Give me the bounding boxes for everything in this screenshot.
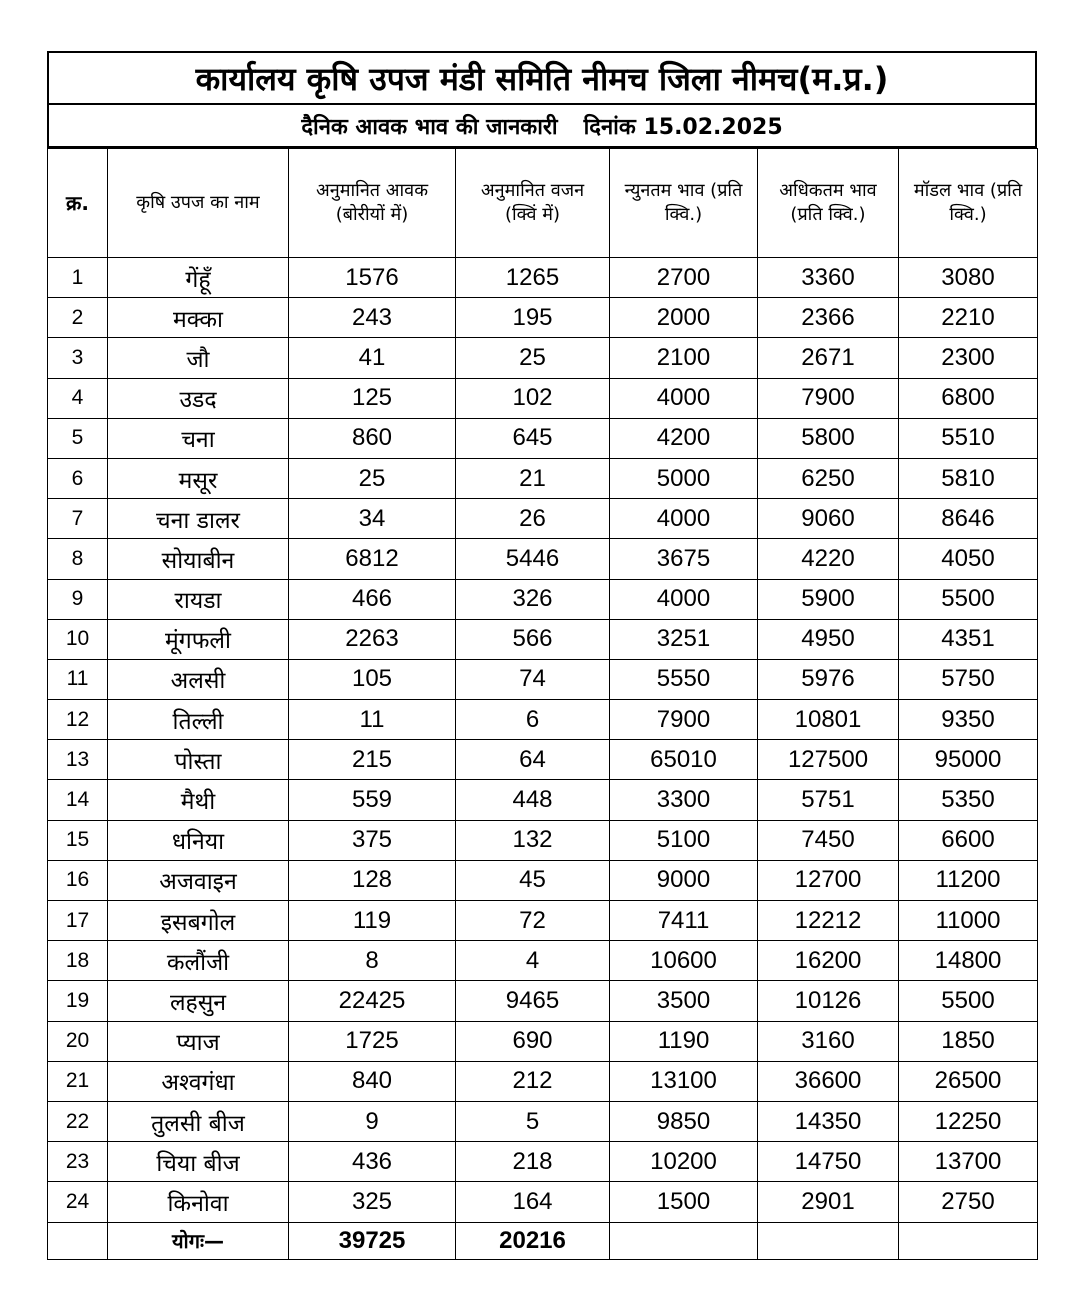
header-modal-price: मॉडल भाव (प्रति क्वि.) [899, 149, 1038, 258]
header-arrival-bags: अनुमानित आवक (बोरीयों में) [289, 149, 456, 258]
cell-max-price: 5900 [758, 579, 899, 619]
table-row [48, 941, 1038, 981]
table-row [48, 619, 1038, 659]
cell-arrival-bags: 860 [289, 418, 456, 458]
table-row [48, 1101, 1038, 1141]
table-row [48, 740, 1038, 780]
cell-modal-price: 14800 [899, 941, 1038, 981]
cell-modal-price: 26500 [899, 1061, 1038, 1101]
cell-max-price: 3160 [758, 1021, 899, 1061]
table-row [48, 659, 1038, 699]
cell-name: अलसी [108, 659, 289, 699]
cell-min-price: 7411 [610, 901, 758, 941]
table-row [48, 780, 1038, 820]
cell-weight: 72 [456, 901, 610, 941]
cell-arrival-bags: 11 [289, 700, 456, 740]
cell-name: लहसुन [108, 981, 289, 1021]
table-row [48, 579, 1038, 619]
cell-arrival-bags: 119 [289, 901, 456, 941]
cell-min-price: 4000 [610, 378, 758, 418]
header-sno: क्र. [48, 149, 108, 258]
cell-weight: 645 [456, 418, 610, 458]
table-row [48, 1182, 1038, 1222]
cell-weight: 212 [456, 1061, 610, 1101]
cell-arrival-bags: 466 [289, 579, 456, 619]
cell-sno: 14 [48, 780, 108, 820]
cell-modal-price: 5500 [899, 981, 1038, 1021]
cell-name: गेंहूँ [108, 258, 289, 298]
table-row [48, 338, 1038, 378]
report-subtitle [47, 105, 1037, 148]
cell-arrival-bags: 1576 [289, 258, 456, 298]
cell-weight: 566 [456, 619, 610, 659]
cell-modal-price: 5510 [899, 418, 1038, 458]
cell-name: तिल्ली [108, 700, 289, 740]
cell-weight: 5 [456, 1101, 610, 1141]
cell-sno: 3 [48, 338, 108, 378]
cell-arrival-bags: 25 [289, 458, 456, 498]
cell-sno: 2 [48, 298, 108, 338]
cell-name: किनोवा [108, 1182, 289, 1222]
cell-modal-price: 13700 [899, 1142, 1038, 1182]
cell-name: अजवाइन [108, 860, 289, 900]
cell-sno: 8 [48, 539, 108, 579]
table-row [48, 499, 1038, 539]
total-weight: 20216 [456, 1222, 610, 1259]
header-weight: अनुमानित वजन (क्विं में) [456, 149, 610, 258]
cell-min-price: 9000 [610, 860, 758, 900]
cell-max-price: 6250 [758, 458, 899, 498]
cell-weight: 1265 [456, 258, 610, 298]
cell-name: मैथी [108, 780, 289, 820]
cell-weight: 45 [456, 860, 610, 900]
cell-arrival-bags: 41 [289, 338, 456, 378]
cell-arrival-bags: 243 [289, 298, 456, 338]
cell-min-price: 5550 [610, 659, 758, 699]
total-arrival-bags: 39725 [289, 1222, 456, 1259]
total-empty-min [610, 1222, 758, 1259]
cell-weight: 690 [456, 1021, 610, 1061]
cell-min-price: 3251 [610, 619, 758, 659]
cell-sno: 7 [48, 499, 108, 539]
cell-arrival-bags: 436 [289, 1142, 456, 1182]
cell-min-price: 13100 [610, 1061, 758, 1101]
cell-sno: 21 [48, 1061, 108, 1101]
cell-weight: 5446 [456, 539, 610, 579]
cell-modal-price: 8646 [899, 499, 1038, 539]
cell-modal-price: 95000 [899, 740, 1038, 780]
cell-name: उडद [108, 378, 289, 418]
cell-name: पोस्ता [108, 740, 289, 780]
cell-min-price: 3500 [610, 981, 758, 1021]
cell-min-price: 3300 [610, 780, 758, 820]
cell-sno: 17 [48, 901, 108, 941]
cell-max-price: 16200 [758, 941, 899, 981]
price-table [47, 148, 1038, 1260]
cell-min-price: 5000 [610, 458, 758, 498]
cell-name: जौ [108, 338, 289, 378]
cell-sno: 19 [48, 981, 108, 1021]
total-empty-max [758, 1222, 899, 1259]
cell-arrival-bags: 128 [289, 860, 456, 900]
cell-max-price: 5976 [758, 659, 899, 699]
cell-sno: 10 [48, 619, 108, 659]
cell-max-price: 5751 [758, 780, 899, 820]
cell-sno: 23 [48, 1142, 108, 1182]
table-row [48, 298, 1038, 338]
cell-sno: 9 [48, 579, 108, 619]
cell-arrival-bags: 2263 [289, 619, 456, 659]
total-empty-modal [899, 1222, 1038, 1259]
table-row [48, 258, 1038, 298]
cell-modal-price: 4351 [899, 619, 1038, 659]
cell-name: धनिया [108, 820, 289, 860]
cell-min-price: 10600 [610, 941, 758, 981]
cell-modal-price: 5750 [899, 659, 1038, 699]
table-header-row [48, 149, 1038, 258]
cell-max-price: 36600 [758, 1061, 899, 1101]
cell-max-price: 127500 [758, 740, 899, 780]
cell-weight: 448 [456, 780, 610, 820]
cell-min-price: 9850 [610, 1101, 758, 1141]
date-prefix: दिनांक [583, 114, 636, 140]
cell-weight: 326 [456, 579, 610, 619]
cell-max-price: 4950 [758, 619, 899, 659]
cell-min-price: 4200 [610, 418, 758, 458]
cell-modal-price: 5810 [899, 458, 1038, 498]
total-label: योगः— [108, 1222, 289, 1259]
cell-min-price: 10200 [610, 1142, 758, 1182]
cell-weight: 26 [456, 499, 610, 539]
table-row [48, 418, 1038, 458]
cell-name: मक्का [108, 298, 289, 338]
cell-max-price: 14750 [758, 1142, 899, 1182]
cell-name: चिया बीज [108, 1142, 289, 1182]
cell-max-price: 2366 [758, 298, 899, 338]
cell-arrival-bags: 559 [289, 780, 456, 820]
table-row [48, 700, 1038, 740]
cell-modal-price: 12250 [899, 1101, 1038, 1141]
cell-arrival-bags: 105 [289, 659, 456, 699]
market-report-sheet [47, 51, 1037, 1260]
cell-sno: 20 [48, 1021, 108, 1061]
cell-modal-price: 9350 [899, 700, 1038, 740]
cell-name: प्याज [108, 1021, 289, 1061]
cell-weight: 164 [456, 1182, 610, 1222]
cell-min-price: 5100 [610, 820, 758, 860]
cell-name: मूंगफली [108, 619, 289, 659]
table-row [48, 1021, 1038, 1061]
table-row [48, 820, 1038, 860]
cell-arrival-bags: 325 [289, 1182, 456, 1222]
cell-min-price: 65010 [610, 740, 758, 780]
cell-sno: 22 [48, 1101, 108, 1141]
cell-max-price: 7900 [758, 378, 899, 418]
cell-sno: 12 [48, 700, 108, 740]
cell-weight: 9465 [456, 981, 610, 1021]
total-row [48, 1222, 1038, 1259]
cell-arrival-bags: 375 [289, 820, 456, 860]
cell-max-price: 9060 [758, 499, 899, 539]
cell-modal-price: 3080 [899, 258, 1038, 298]
cell-max-price: 14350 [758, 1101, 899, 1141]
date-value: 15.02.2025 [643, 114, 783, 140]
cell-modal-price: 5350 [899, 780, 1038, 820]
cell-arrival-bags: 125 [289, 378, 456, 418]
cell-weight: 132 [456, 820, 610, 860]
cell-sno: 13 [48, 740, 108, 780]
cell-weight: 4 [456, 941, 610, 981]
cell-modal-price: 2750 [899, 1182, 1038, 1222]
cell-sno: 18 [48, 941, 108, 981]
cell-weight: 218 [456, 1142, 610, 1182]
subtitle-label: दैनिक आवक भाव की जानकारी [301, 114, 558, 140]
table-row [48, 539, 1038, 579]
cell-min-price: 3675 [610, 539, 758, 579]
cell-max-price: 5800 [758, 418, 899, 458]
table-row [48, 1061, 1038, 1101]
report-date [584, 111, 783, 141]
table-row [48, 1142, 1038, 1182]
cell-weight: 21 [456, 458, 610, 498]
cell-max-price: 4220 [758, 539, 899, 579]
cell-min-price: 2700 [610, 258, 758, 298]
cell-min-price: 1500 [610, 1182, 758, 1222]
header-max-price: अधिकतम भाव (प्रति क्वि.) [758, 149, 899, 258]
cell-weight: 64 [456, 740, 610, 780]
cell-name: चना डालर [108, 499, 289, 539]
cell-max-price: 7450 [758, 820, 899, 860]
cell-modal-price: 2300 [899, 338, 1038, 378]
cell-name: मसूर [108, 458, 289, 498]
cell-modal-price: 5500 [899, 579, 1038, 619]
cell-weight: 74 [456, 659, 610, 699]
cell-modal-price: 11200 [899, 860, 1038, 900]
cell-weight: 195 [456, 298, 610, 338]
cell-arrival-bags: 8 [289, 941, 456, 981]
cell-weight: 102 [456, 378, 610, 418]
cell-max-price: 10801 [758, 700, 899, 740]
cell-arrival-bags: 22425 [289, 981, 456, 1021]
cell-max-price: 10126 [758, 981, 899, 1021]
cell-weight: 25 [456, 338, 610, 378]
cell-modal-price: 11000 [899, 901, 1038, 941]
cell-name: रायडा [108, 579, 289, 619]
cell-max-price: 2901 [758, 1182, 899, 1222]
cell-max-price: 12212 [758, 901, 899, 941]
cell-sno: 15 [48, 820, 108, 860]
header-name: कृषि उपज का नाम [108, 149, 289, 258]
table-row [48, 860, 1038, 900]
cell-min-price: 2100 [610, 338, 758, 378]
cell-min-price: 4000 [610, 499, 758, 539]
header-min-price: न्युनतम भाव (प्रति क्वि.) [610, 149, 758, 258]
cell-name: इसबगोल [108, 901, 289, 941]
cell-modal-price: 6600 [899, 820, 1038, 860]
cell-name: सोयाबीन [108, 539, 289, 579]
total-spacer [48, 1222, 108, 1259]
cell-modal-price: 1850 [899, 1021, 1038, 1061]
cell-name: अश्वगंधा [108, 1061, 289, 1101]
cell-name: कलौंजी [108, 941, 289, 981]
cell-sno: 4 [48, 378, 108, 418]
cell-name: चना [108, 418, 289, 458]
cell-arrival-bags: 6812 [289, 539, 456, 579]
cell-max-price: 2671 [758, 338, 899, 378]
cell-modal-price: 4050 [899, 539, 1038, 579]
table-row [48, 981, 1038, 1021]
cell-min-price: 4000 [610, 579, 758, 619]
cell-min-price: 2000 [610, 298, 758, 338]
cell-sno: 16 [48, 860, 108, 900]
cell-sno: 24 [48, 1182, 108, 1222]
table-row [48, 378, 1038, 418]
cell-min-price: 7900 [610, 700, 758, 740]
cell-sno: 11 [48, 659, 108, 699]
cell-sno: 1 [48, 258, 108, 298]
cell-arrival-bags: 9 [289, 1101, 456, 1141]
cell-arrival-bags: 1725 [289, 1021, 456, 1061]
cell-modal-price: 6800 [899, 378, 1038, 418]
cell-max-price: 12700 [758, 860, 899, 900]
cell-arrival-bags: 34 [289, 499, 456, 539]
cell-modal-price: 2210 [899, 298, 1038, 338]
cell-max-price: 3360 [758, 258, 899, 298]
cell-name: तुलसी बीज [108, 1101, 289, 1141]
cell-sno: 6 [48, 458, 108, 498]
cell-sno: 5 [48, 418, 108, 458]
table-row [48, 458, 1038, 498]
page-title: कार्यालय कृषि उपज मंडी समिति नीमच जिला नीमच(म.प्र.) [47, 51, 1037, 105]
cell-weight: 6 [456, 700, 610, 740]
cell-min-price: 1190 [610, 1021, 758, 1061]
cell-arrival-bags: 840 [289, 1061, 456, 1101]
cell-arrival-bags: 215 [289, 740, 456, 780]
table-row [48, 901, 1038, 941]
